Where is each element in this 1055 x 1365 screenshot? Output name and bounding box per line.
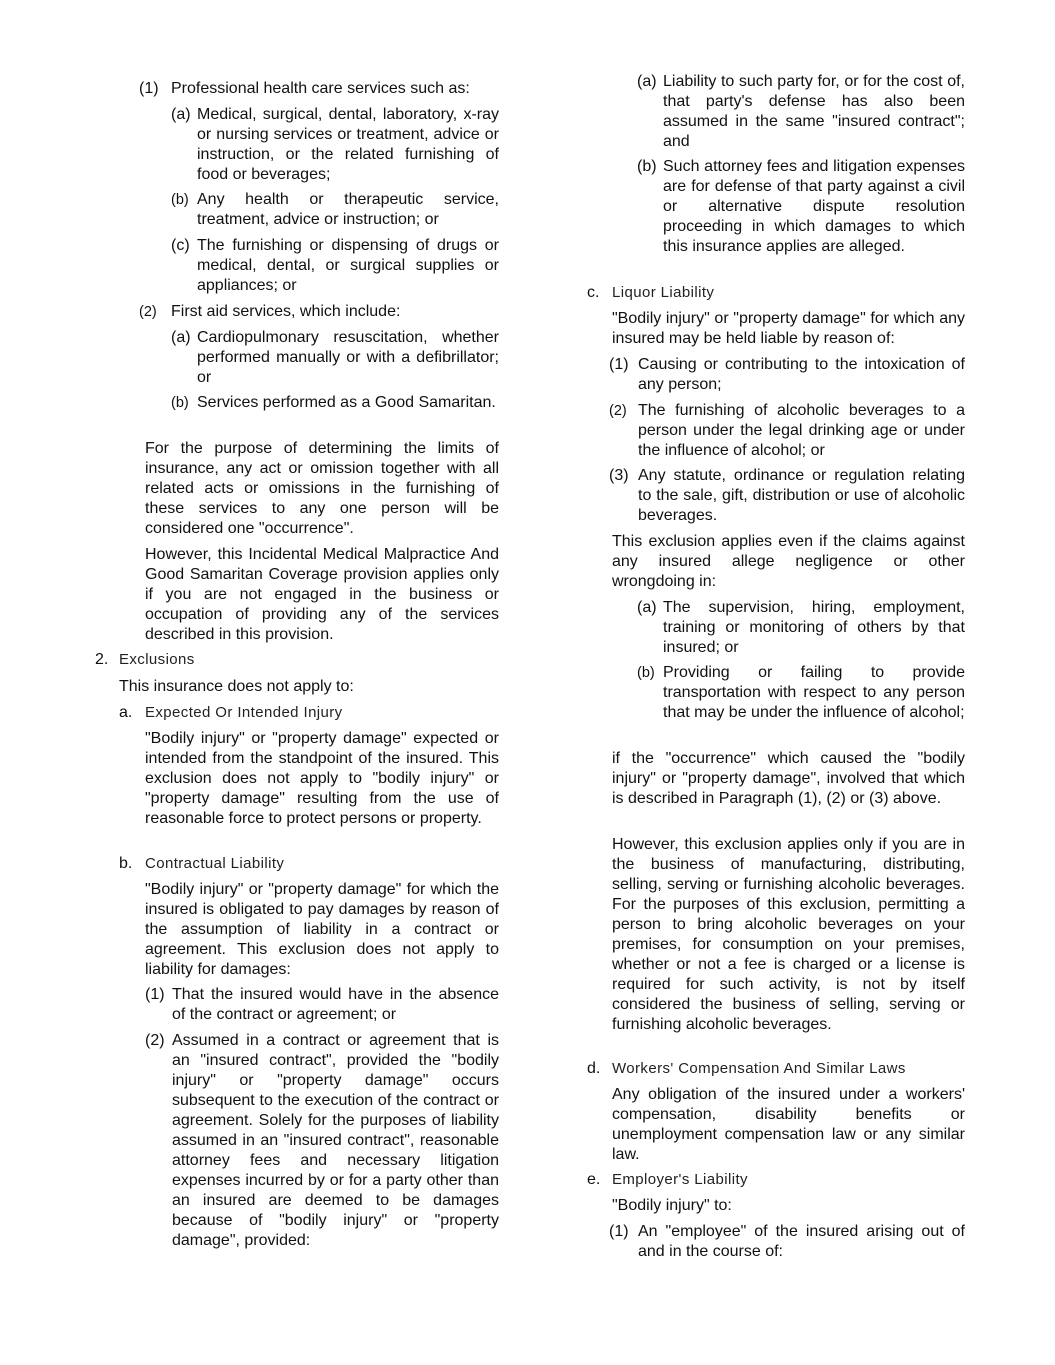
subitem-text: The furnishing or dispensing of drugs or medical, dental, or surgical supplies or appliances; or (197, 237, 499, 294)
item-number: (1) (139, 80, 159, 97)
exclusion-heading: Contractual Liability (145, 855, 285, 872)
item-number: (1) (145, 986, 165, 1003)
subitem-text: Any health or therapeutic service, treatment, advice or instruction; or (197, 191, 499, 228)
exclusion-letter: d. (587, 1060, 601, 1077)
exclusion-letter: b. (119, 855, 133, 872)
subitem-number: (a) (171, 329, 191, 346)
exclusion-letter: c. (587, 284, 600, 301)
limits-paragraph: For the purpose of determining the limits of insurance, any act or omission together with all related acts or omissions in the furnishing of these services to any one person will be considered one "occurrence". (145, 440, 499, 537)
subitem-text: Cardiopulmonary resuscitation, whether performed manually or with a defibrillator; or (197, 329, 499, 386)
item-text: First aid services, which include: (171, 303, 401, 320)
section-heading: Exclusions (119, 651, 195, 668)
subitem-number: (b) (171, 192, 189, 208)
exclusion-heading: Employer's Liability (612, 1171, 748, 1188)
section-intro: This insurance does not apply to: (119, 678, 354, 695)
subitem-number: (c) (171, 237, 190, 254)
exclusion-heading: Liquor Liability (612, 284, 715, 301)
subitem-number: (a) (637, 599, 657, 616)
exclusion-text: "Bodily injury" to: (612, 1197, 732, 1214)
subitem-number: (b) (637, 665, 655, 681)
item-number: (2) (609, 403, 627, 419)
item-number: (3) (609, 467, 629, 484)
exclusion-text: "Bodily injury" or "property damage" for which the insured is obligated to pay damages by reason of the assumption of liability in a contract or agreement. This exclusion does not apply to liability for damages: (145, 881, 499, 978)
item-text: Causing or contributing to the intoxication of any person; (638, 356, 965, 393)
however-paragraph: However, this Incidental Medical Malpractice And Good Samaritan Coverage provision applies only if you are not engaged in the business or occupation of providing any of the services described in this provision. (145, 546, 499, 643)
subitem-text: The supervision, hiring, employment, training or monitoring of others by that insured; or (663, 599, 965, 656)
item-number: (1) (609, 356, 629, 373)
applies-paragraph: This exclusion applies even if the claims against any insured allege negligence or other wrongdoing in: (612, 533, 965, 590)
however-paragraph: However, this exclusion applies only if you are in the business of manufacturing, distributing, selling, serving or furnishing alcoholic beverages. For the purposes of this exclusion, permitting a person to bring alcoholic beverages on your premises, for consumption on your premises, whether or not a fee is charged or a license is required for such activity, is not by itself considered the business of selling, serving or furnishing alcoholic beverages. (612, 836, 965, 1033)
if-paragraph: if the "occurrence" which caused the "bodily injury" or "property damage", involved that which is described in Paragraph (1), (2) or (3) above. (612, 750, 965, 807)
item-text: Any statute, ordinance or regulation relating to the sale, gift, distribution or use of alcoholic beverages. (638, 467, 965, 524)
exclusion-letter: a. (119, 704, 133, 721)
exclusion-heading: Expected Or Intended Injury (145, 704, 343, 721)
item-text: Professional health care services such as: (171, 80, 470, 97)
subitem-number: (a) (171, 106, 191, 123)
exclusion-heading: Workers' Compensation And Similar Laws (612, 1060, 906, 1077)
item-text: Assumed in a contract or agreement that is an "insured contract", provided the "bodily injury" or "property damage" occurs subsequent to the execution of the contract or agreement. Solely for the purposes of liability assumed in an "insured contract", reasonable attorney fees and necessary litigation expenses incurred by or for a party other than an insured are deemed to be damages because of "bodily injury" or "property damage", provided: (172, 1032, 499, 1249)
item-text: The furnishing of alcoholic beverages to a person under the legal drinking age or under the influence of alcohol; or (638, 402, 965, 459)
subitem-text: Such attorney fees and litigation expenses are for defense of that party against a civil or alternative dispute resolution proceeding in which damages to which this insurance applies are alleged. (663, 158, 965, 255)
section-number: 2. (95, 651, 109, 668)
subitem-text: Medical, surgical, dental, laboratory, x-ray or nursing services or treatment, advice or instruction, or the related furnishing of food or beverages; (197, 106, 499, 183)
exclusion-text: Any obligation of the insured under a workers' compensation, disability benefits or unemployment compensation law or any similar law. (612, 1086, 965, 1163)
exclusion-text: "Bodily injury" or "property damage" expected or intended from the standpoint of the insured. This exclusion does not apply to "bodily injury" or "property damage" resulting from the use of reasonable force to protect persons or property. (145, 730, 499, 827)
exclusion-letter: e. (587, 1171, 601, 1188)
item-text: That the insured would have in the absence of the contract or agreement; or (172, 986, 499, 1023)
subitem-number: (a) (637, 73, 657, 90)
exclusion-text: "Bodily injury" or "property damage" for which any insured may be held liable by reason of: (612, 310, 965, 347)
item-number: (2) (139, 304, 157, 320)
subitem-number: (b) (171, 395, 189, 411)
item-text: An "employee" of the insured arising out of and in the course of: (638, 1223, 965, 1260)
item-number: (1) (609, 1223, 629, 1240)
subitem-text: Liability to such party for, or for the cost of, that party's defense has also been assumed in the same "insured contract"; and (663, 73, 965, 150)
subitem-number: (b) (637, 158, 657, 175)
item-number: (2) (145, 1032, 165, 1049)
subitem-text: Providing or failing to provide transportation with respect to any person that may be under the influence of alcohol; (663, 664, 965, 721)
subitem-text: Services performed as a Good Samaritan. (197, 394, 496, 411)
